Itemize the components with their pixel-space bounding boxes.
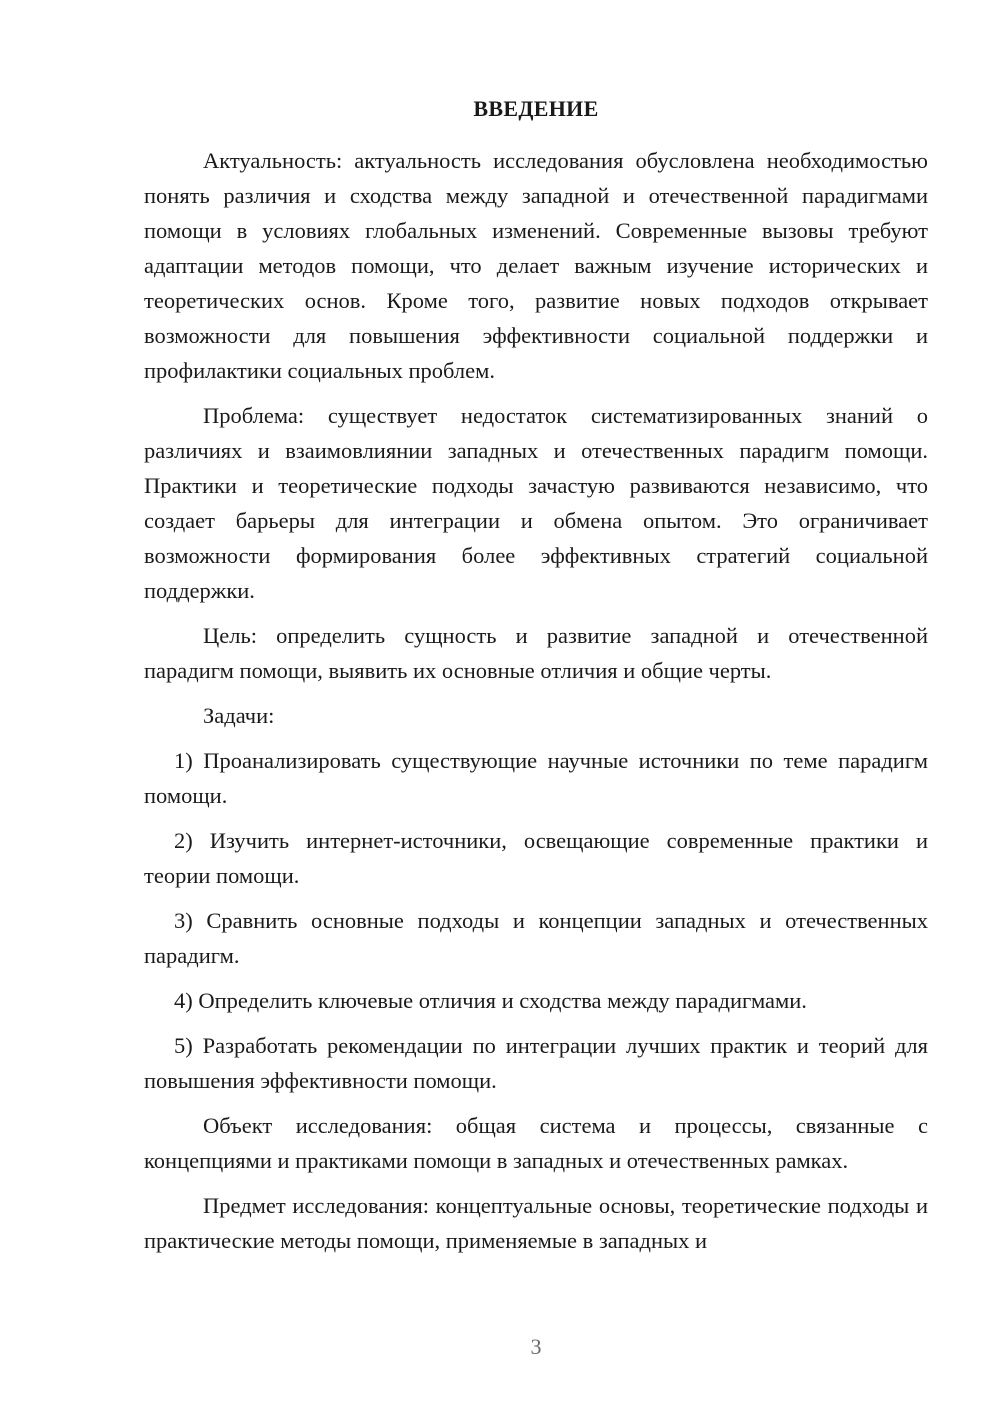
problem-paragraph: Проблема: существует недостаток систематизированных знаний о различиях и взаимовлиянии западных и отечественных парадигм помощи. Практики и теоретические подходы зачастую развиваются независимо, что создает барьеры для интеграции и обмена опытом. Это ограничивает возможности формирования более эффективных стратегий социальной поддержки. [144, 403, 928, 603]
goal-paragraph: Цель: определить сущность и развитие западной и отечественной парадигм помощи, выявить их основные отличия и общие черты. [144, 623, 928, 683]
task-item-4: 4) Определить ключевые отличия и сходства между парадигмами. [174, 988, 807, 1013]
task-item-5: 5) Разработать рекомендации по интеграции лучших практик и теорий для повышения эффективности помощи. [144, 1033, 928, 1093]
tasks-heading: Задачи: [203, 703, 275, 728]
body-text [144, 143, 928, 1268]
task-item-3: 3) Сравнить основные подходы и концепции западных и отечественных парадигм. [144, 908, 928, 968]
object-paragraph: Объект исследования: общая система и процессы, связанные с концепциями и практиками помощи в западных и отечественных рамках. [144, 1113, 928, 1173]
subject-paragraph: Предмет исследования: концептуальные основы, теоретические подходы и практические методы помощи, применяемые в западных и [144, 1193, 928, 1253]
page-number: 3 [530, 1334, 542, 1359]
section-heading: ВВЕДЕНИЕ [473, 96, 599, 121]
task-item-2: 2) Изучить интернет-источники, освещающие современные практики и теории помощи. [144, 828, 928, 888]
relevance-paragraph: Актуальность: актуальность исследования обусловлена необходимостью понять различия и сходства между западной и отечественной парадигмами помощи в условиях глобальных изменений. Современные вызовы требуют адаптации методов помощи, что делает важным изучение исторических и теоретических основ. Кроме того, развитие новых подходов открывает возможности для повышения эффективности социальной поддержки и профилактики социальных проблем. [144, 148, 928, 383]
task-item-1: 1) Проанализировать существующие научные источники по теме парадигм помощи. [144, 748, 928, 808]
